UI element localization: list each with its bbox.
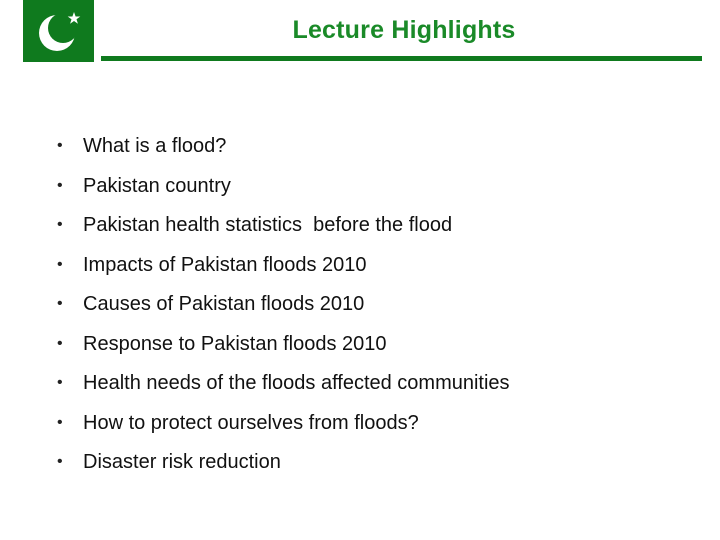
list-item-text: Health needs of the floods affected communities xyxy=(83,372,510,394)
bullet-icon: • xyxy=(57,137,63,154)
list-item-text: What is a flood? xyxy=(83,135,227,157)
list-item-text: How to protect ourselves from floods? xyxy=(83,412,419,434)
list-item-text: Pakistan health statistics before the flood xyxy=(83,214,453,236)
bullet-icon: • xyxy=(57,216,63,233)
list-item xyxy=(57,412,419,442)
list-item xyxy=(57,175,231,205)
list-item xyxy=(57,333,387,363)
bullet-icon: • xyxy=(57,256,63,273)
flag-logo xyxy=(23,0,94,62)
bullet-icon: • xyxy=(57,414,63,431)
list-item-text: Causes of Pakistan floods 2010 xyxy=(83,293,365,315)
list-item xyxy=(57,372,510,402)
list-item-text: Impacts of Pakistan floods 2010 xyxy=(83,254,367,276)
list-item-text: Disaster risk reduction xyxy=(83,451,281,473)
title-underline xyxy=(101,56,702,61)
slide-title: Lecture Highlights xyxy=(292,16,516,44)
bullet-icon: • xyxy=(57,374,63,391)
list-item xyxy=(57,214,452,244)
list-item xyxy=(57,135,226,165)
bullet-icon: • xyxy=(57,335,63,352)
bullet-icon: • xyxy=(57,453,63,470)
list-item-text: Pakistan country xyxy=(83,175,231,197)
list-item xyxy=(57,451,281,481)
list-item xyxy=(57,293,364,323)
bullet-icon: • xyxy=(57,295,63,312)
bullet-icon: • xyxy=(57,177,63,194)
list-item-text: Response to Pakistan floods 2010 xyxy=(83,333,387,355)
crescent-star-icon xyxy=(23,0,94,62)
list-item xyxy=(57,254,367,284)
